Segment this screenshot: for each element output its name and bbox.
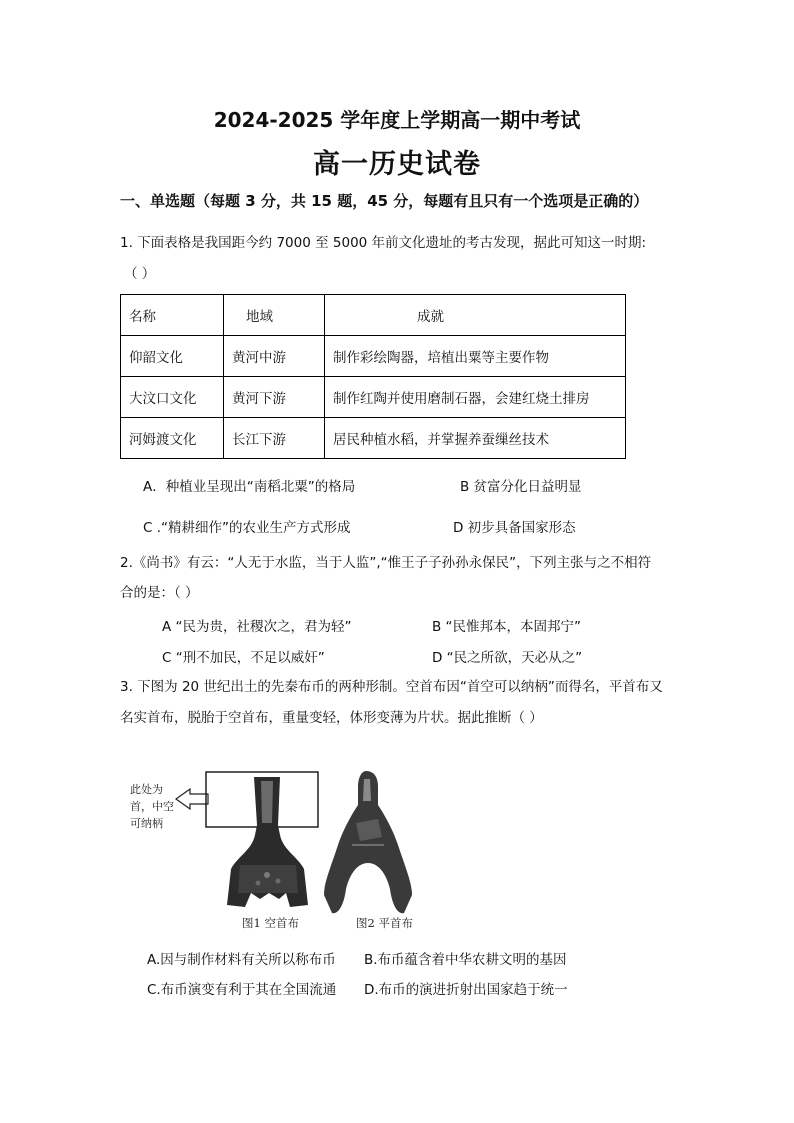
figure-caption-1: 图1 空首布 bbox=[242, 916, 299, 930]
flat-head-spade-coin-icon bbox=[324, 771, 412, 913]
table-header-cell: 地域 bbox=[224, 295, 325, 336]
q1-option-b: B 贫富分化日益明显 bbox=[460, 479, 582, 495]
q2-stem-line2: 合的是：（ ） bbox=[120, 585, 199, 601]
table-cell: 制作彩绘陶器，培植出粟等主要作物 bbox=[325, 336, 626, 377]
table-row bbox=[121, 336, 626, 377]
section-heading: 一、单选题（每题 3 分，共 15 题，45 分，每题有且只有一个选项是正确的） bbox=[120, 192, 649, 210]
q3-option-b: B.布币蕴含着中华农耕文明的基因 bbox=[364, 952, 567, 968]
exam-title: 2024-2025 学年度上学期高一期中考试 bbox=[213, 108, 581, 132]
q2-option-c: C “刑不加民，不足以威奸” bbox=[162, 650, 325, 666]
q1-option-d: D 初步具备国家形态 bbox=[453, 520, 576, 536]
pointer-arrow-icon bbox=[176, 789, 208, 809]
q1-option-a: A．种植业呈现出“南稻北粟”的格局 bbox=[143, 479, 356, 495]
table-header-row bbox=[121, 295, 626, 336]
table-header-cell: 成就 bbox=[325, 295, 626, 336]
table-header-cell: 名称 bbox=[121, 295, 224, 336]
table-cell: 居民种植水稻，并掌握养蚕缫丝技术 bbox=[325, 418, 626, 459]
q2-option-a: A “民为贵，社稷次之，君为轻” bbox=[162, 619, 352, 635]
figure-note-line2: 首，中空 bbox=[130, 800, 174, 813]
table-cell: 黄河下游 bbox=[224, 377, 325, 418]
table-cell: 仰韶文化 bbox=[121, 336, 224, 377]
q3-option-a: A.因与制作材料有关所以称布币 bbox=[147, 952, 336, 968]
q3-option-d: D.布币的演进折射出国家趋于统一 bbox=[364, 982, 568, 998]
table-cell: 河姆渡文化 bbox=[121, 418, 224, 459]
table-row bbox=[121, 377, 626, 418]
q2-option-d: D “民之所欲，天必从之” bbox=[432, 650, 583, 666]
table-cell: 黄河中游 bbox=[224, 336, 325, 377]
figure-note-line1: 此处为 bbox=[130, 783, 163, 796]
q1-stem-line1: 1. 下面表格是我国距今约 7000 至 5000 年前文化遗址的考古发现，据此可知这一时期: bbox=[120, 235, 647, 251]
figure-note-line3: 可纳柄 bbox=[130, 817, 163, 830]
table-cell: 制作红陶并使用磨制石器，会建红烧土排房 bbox=[325, 377, 626, 418]
table-cell: 长江下游 bbox=[224, 418, 325, 459]
q1-table bbox=[120, 294, 626, 459]
q2-option-b: B “民惟邦本，本固邦宁” bbox=[432, 619, 582, 635]
table-row bbox=[121, 418, 626, 459]
q1-option-c: C .“精耕细作”的农业生产方式形成 bbox=[143, 520, 351, 536]
table-cell: 大汶口文化 bbox=[121, 377, 224, 418]
q3-option-c: C.布币演变有利于其在全国流通 bbox=[147, 982, 337, 998]
hollow-head-spade-coin-icon bbox=[227, 777, 308, 907]
q2-stem-line1: 2.《尚书》有云：“人无于水监，当于人监”,“惟王子子孙孙永保民”，下列主张与之不相符 bbox=[120, 555, 652, 571]
coin-figure bbox=[120, 765, 450, 935]
coin-illustration bbox=[120, 765, 450, 935]
q1-answer-blank: （ ） bbox=[124, 266, 156, 282]
figure-caption-2: 图2 平首布 bbox=[356, 916, 413, 930]
q3-stem-line1: 3. 下图为 20 世纪出土的先秦布币的两种形制。空首布因“首空可以纳柄”而得名，平首布又 bbox=[120, 679, 663, 695]
q3-stem-line2: 名实首布，脱胎于空首布，重量变轻，体形变薄为片状。据此推断（ ） bbox=[120, 710, 543, 726]
paper-title: 高一历史试卷 bbox=[313, 149, 481, 180]
